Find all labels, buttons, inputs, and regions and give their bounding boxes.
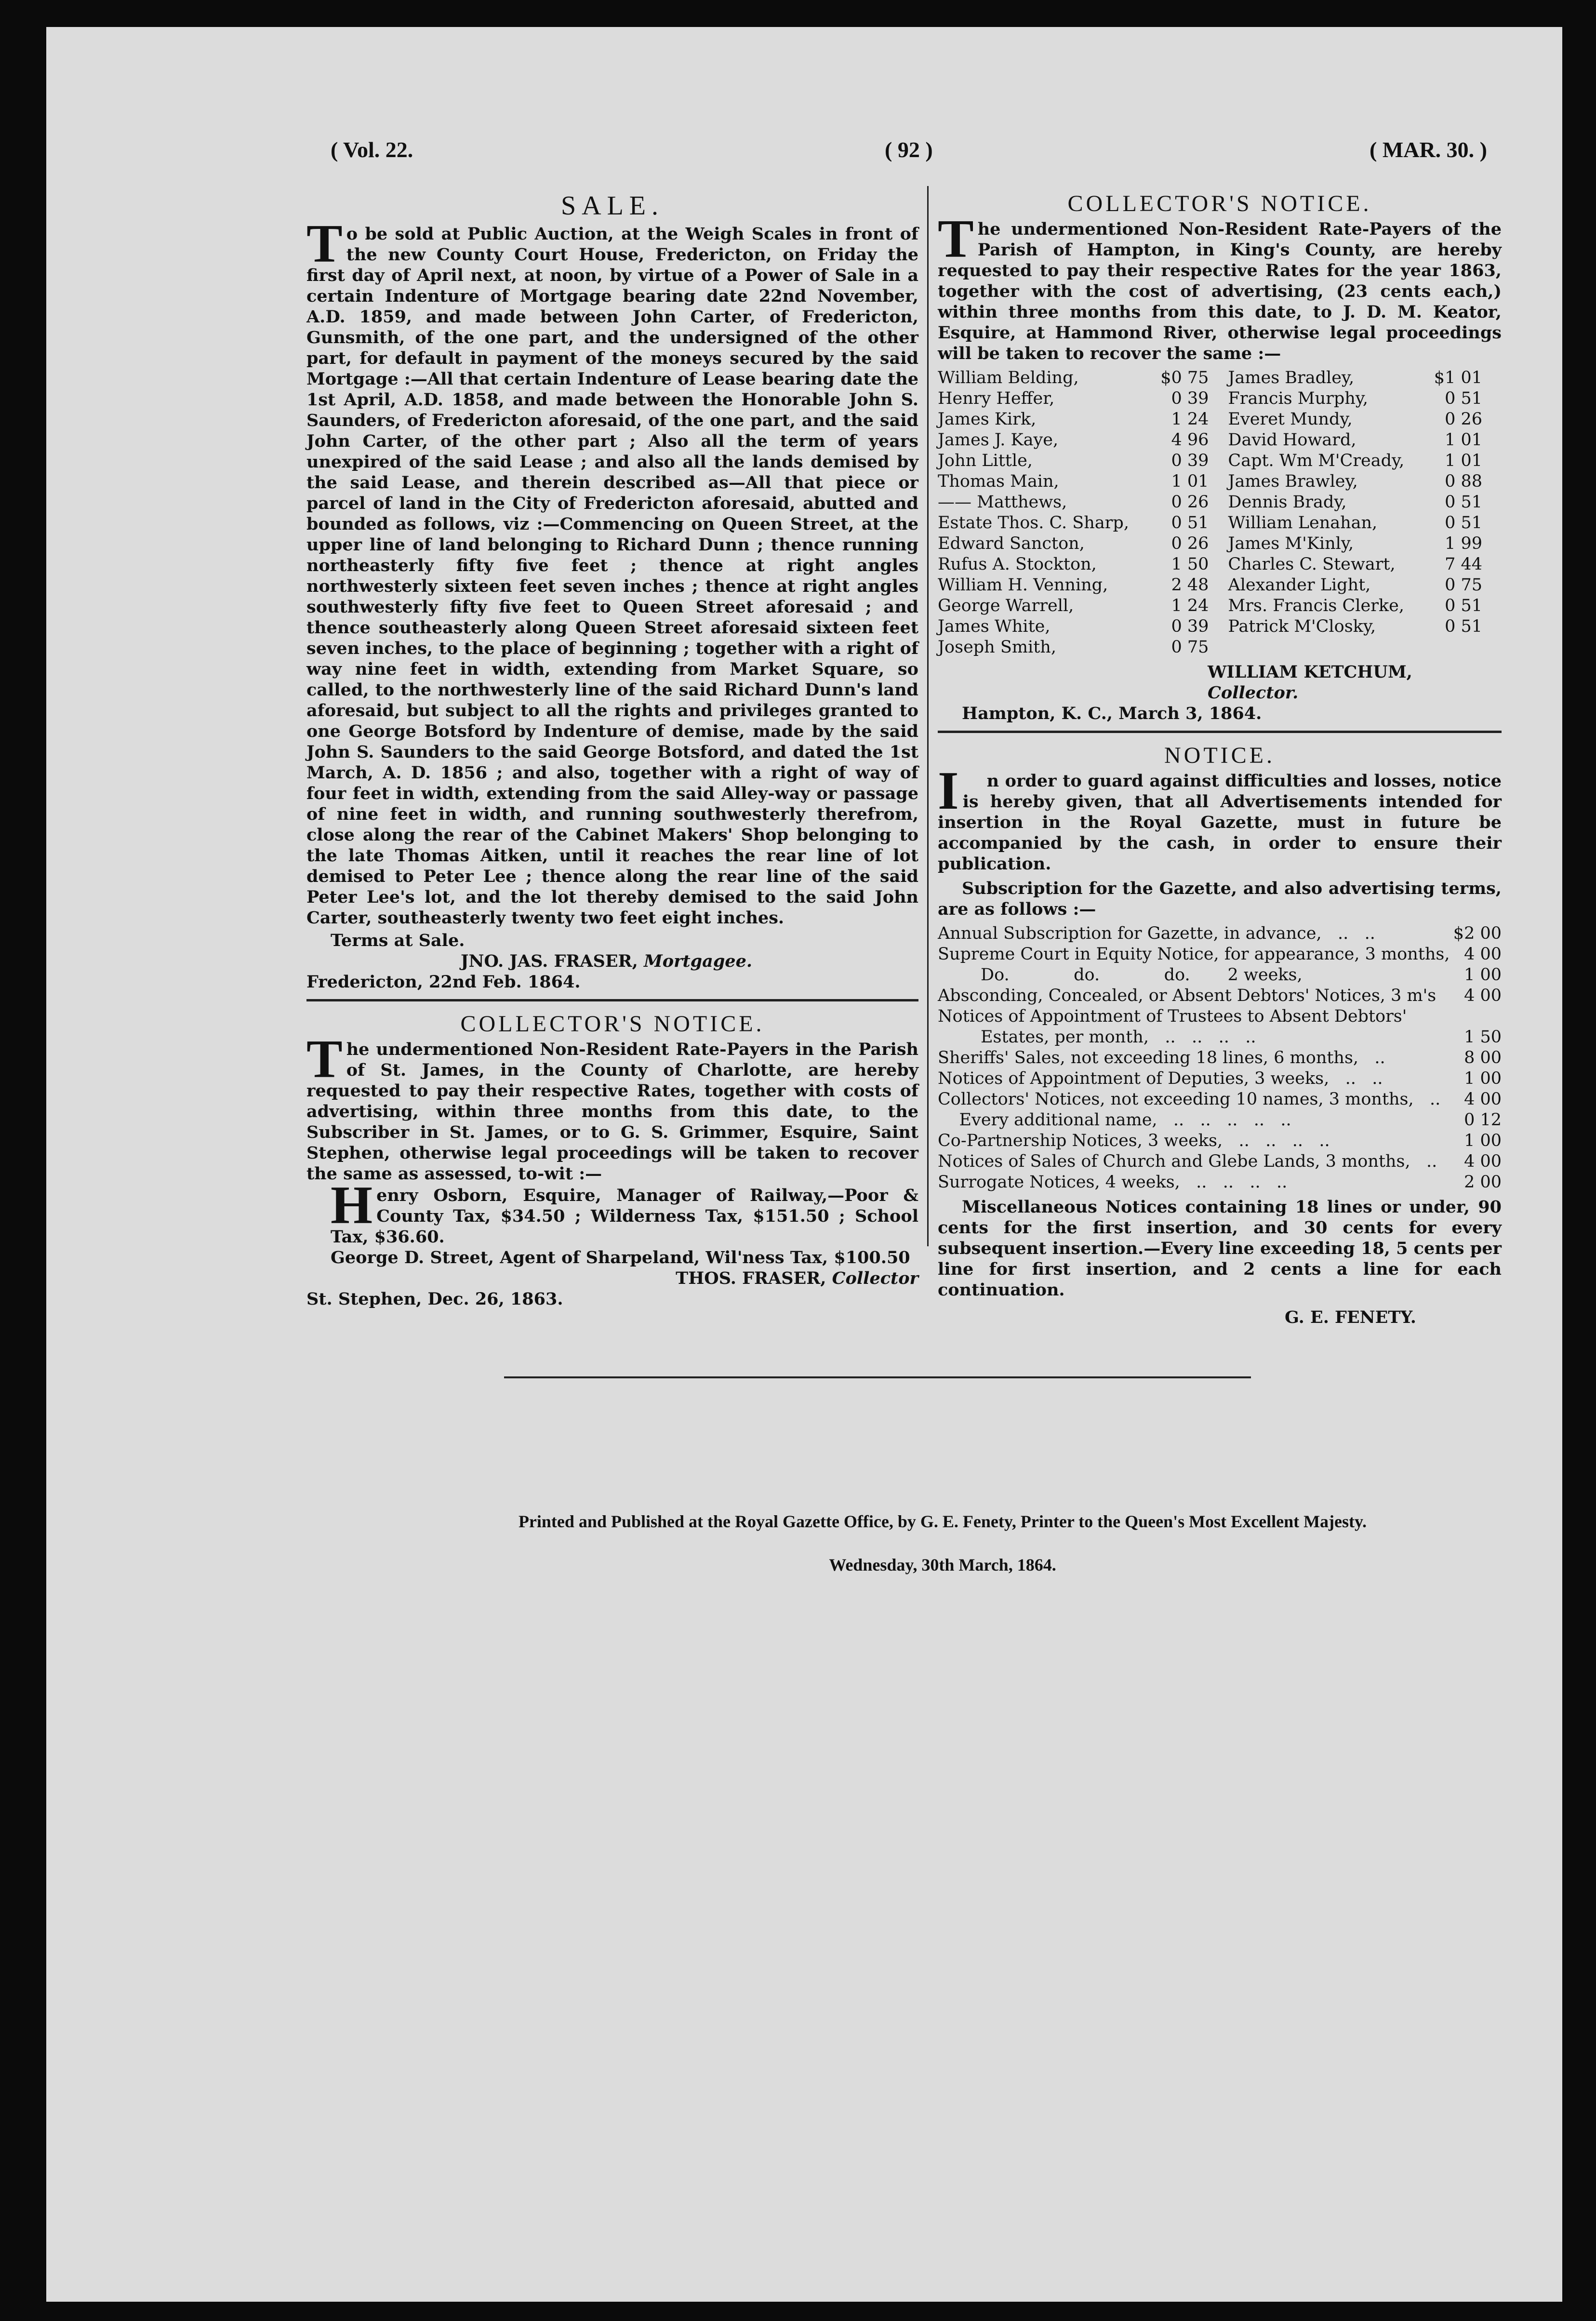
rate-price: 4 00	[1464, 1090, 1502, 1109]
notice-para-3-text: Miscellaneous Notices containing 18 lines or under, 90 cents for the first insertion, and 30 cents for every subsequent insertion.—Every line exceeding 18, 5 cents per line for first insertion, and 2 cents a line for each continuation.	[938, 1197, 1502, 1300]
collector-notice-st-james	[306, 1011, 918, 1309]
sale-notice	[306, 191, 918, 992]
table-row	[938, 1048, 1502, 1068]
rate-payer-name: Dennis Brady,	[1228, 493, 1347, 512]
issue-date: ( MAR. 30. )	[1370, 137, 1487, 162]
rate-amount: 0 88	[1445, 472, 1482, 491]
section-rule	[306, 999, 918, 1001]
rate-payer-name: Henry Heffer,	[938, 389, 1055, 408]
column-divider	[927, 186, 929, 1246]
rate-price: 2 00	[1464, 1173, 1502, 1192]
volume-label: ( Vol. 22.	[331, 137, 413, 162]
rate-price: 4 00	[1464, 1152, 1502, 1171]
rate-amount: 0 26	[1171, 493, 1209, 512]
rate-label: Absconding, Concealed, or Absent Debtors' Notices, 3 m's	[938, 986, 1436, 1005]
rate-payer-name: William H. Venning,	[938, 575, 1108, 595]
rate-payer-name: Thomas Main,	[938, 472, 1059, 491]
rate-price: 1 00	[1464, 965, 1502, 985]
rate-amount: 2 48	[1171, 575, 1209, 595]
rate-payer-name: Estate Thos. C. Sharp,	[938, 513, 1129, 533]
rate-amount: 1 24	[1171, 410, 1209, 429]
rate-payer-name: George Warrell,	[938, 596, 1074, 615]
table-row	[938, 1151, 1502, 1172]
table-row	[938, 1172, 1502, 1193]
left-column	[306, 191, 918, 1309]
rate-amount: 0 75	[1171, 638, 1209, 657]
sale-signature	[306, 951, 918, 972]
notice-para-3	[938, 1197, 1502, 1300]
table-row	[938, 637, 1502, 658]
rate-amount: $1 01	[1434, 368, 1482, 387]
st-james-signer-role: Collector	[832, 1268, 918, 1288]
rate-amount: 0 51	[1445, 513, 1482, 533]
hampton-place-date: Hampton, K. C., March 3, 1864.	[962, 704, 1262, 723]
hampton-title: COLLECTOR'S NOTICE.	[1067, 191, 1372, 216]
hampton-signer: WILLIAM KETCHUM,	[1208, 662, 1412, 682]
table-row	[938, 1027, 1502, 1048]
footer-imprint: Printed and Published at the Royal Gazette Office, by G. E. Fenety, Printer to the Queen's Most Excellent Majesty.	[518, 1512, 1367, 1531]
rate-amount: 0 75	[1445, 575, 1482, 595]
rate-payer-name: Edward Sancton,	[938, 534, 1085, 553]
rate-payer-name: Joseph Smith,	[938, 638, 1056, 657]
table-row	[938, 923, 1502, 944]
rate-amount: 0 51	[1445, 617, 1482, 636]
footer-date: Wednesday, 30th March, 1864.	[829, 1555, 1056, 1574]
section-rule	[938, 731, 1502, 733]
rate-payer-name: James J. Kaye,	[938, 430, 1059, 450]
rate-payer-name: Capt. Wm M'Cready,	[1228, 451, 1405, 470]
rate-amount: 1 99	[1445, 534, 1482, 553]
table-row	[938, 471, 1502, 492]
rate-payer-name: Rufus A. Stockton,	[938, 555, 1097, 574]
rate-amount: 0 26	[1171, 534, 1209, 553]
rate-label: Notices of Appointment of Deputies, 3 weeks, .. ..	[938, 1069, 1383, 1088]
rate-payer-name: Charles C. Stewart,	[1228, 555, 1396, 574]
rate-price: 0 12	[1464, 1110, 1502, 1130]
footer-rule	[504, 1376, 1251, 1378]
rate-label: Notices of Appointment of Trustees to Absent Debtors'	[938, 1007, 1407, 1026]
rate-amount: 4 96	[1171, 430, 1209, 450]
rate-price: 4 00	[1464, 986, 1502, 1005]
rate-price: 8 00	[1464, 1048, 1502, 1067]
table-row	[938, 616, 1502, 637]
rate-payer-name: William Belding,	[938, 368, 1079, 387]
collector-notice-hampton	[938, 191, 1502, 724]
rate-label: Surrogate Notices, 4 weeks, .. .. .. ..	[938, 1173, 1288, 1192]
notice-para-1-text: In order to guard against difficulties and losses, notice is hereby given, that all Advertisements intended for insertion in the Royal Gazette, must in future be accompanied by the cash, in order to ensure their publication.	[938, 761, 1502, 874]
rate-price: 1 50	[1464, 1027, 1502, 1047]
rate-amount: 0 51	[1445, 389, 1482, 408]
rate-payer-name: Francis Murphy,	[1228, 389, 1369, 408]
rate-amount: $0 75	[1160, 368, 1209, 387]
table-row	[938, 534, 1502, 554]
rate-price: 1 00	[1464, 1131, 1502, 1150]
rate-amount: 0 39	[1171, 617, 1209, 636]
rate-amount: 1 01	[1445, 451, 1482, 470]
table-row	[938, 492, 1502, 513]
sale-terms: Terms at Sale.	[331, 931, 465, 950]
rate-label: Notices of Sales of Church and Glebe Lands, 3 months, ..	[938, 1152, 1437, 1171]
table-row	[938, 1110, 1502, 1131]
table-row	[938, 1131, 1502, 1151]
rate-payer-name: John Little,	[938, 451, 1033, 470]
table-row	[938, 965, 1502, 986]
rate-label: Supreme Court in Equity Notice, for appearance, 3 months,	[938, 945, 1450, 964]
rate-payer-name: James White,	[938, 617, 1051, 636]
rate-amount: 0 51	[1171, 513, 1209, 533]
rate-amount	[1426, 637, 1502, 658]
table-row	[938, 513, 1502, 534]
rate-price: $2 00	[1453, 924, 1502, 943]
rate-label: Sheriffs' Sales, not exceeding 18 lines, 6 months, ..	[938, 1048, 1385, 1067]
table-row	[938, 388, 1502, 409]
sale-place-date: Fredericton, 22nd Feb. 1864.	[306, 972, 581, 992]
rate-amount: 1 01	[1171, 472, 1209, 491]
rate-label: Collectors' Notices, not exceeding 10 names, 3 months, ..	[938, 1090, 1441, 1109]
sale-body: To be sold at Public Auction, at the Weigh Scales in front of the new County Court House, Fredericton, on Friday the first day of April next, at noon, by virtue of a Power of Sale in a certain Indenture of Mortgage bearing date 22nd November, A.D. 1859, and made between John Carter, of Fredericton, Gunsmith, of the one part, and the undersigned of the other part, for default in payment of the moneys secured by the said Mortgage :—All that certain Indenture of Lease bearing date the 1st April, A.D. 1858, and made between the Honorable John S. Saunders, of Fredericton aforesaid, of the one part, and the said John Carter, of the other part ; Also all the term of years unexpired of the said Lease ; and also all the lands demised by the said Lease, and therein described as—All that piece or parcel of land in the City of Fredericton aforesaid, abutted and bounded as follows, viz :—Commencing on Queen Street, at the upper line of land belonging to Richard Dunn ; thence running northeasterly fifty five feet ; thence at right angles northwesterly sixteen feet seven inches ; thence at right angles southwesterly fifty five feet to Queen Street aforesaid ; and thence southeasterly along Queen Street aforesaid sixteen feet seven inches, to the place of beginning ; together with a right of way nine feet in width, extending from Market Square, so called, to the northwesterly line of the said Richard Dunn's land aforesaid, but subject to all the rights and privileges granted to one George Botsford by Indenture of demise, made by the said John S. Saunders to the said George Botsford, and dated the 1st March, A. D. 1856 ; and also, together with a right of way of four feet in width, extending from the said Alley-way or passage of nine feet in width, and running southwesterly therefrom, close along the rear of the Cabinet Makers' Shop belonging to the late Thomas Aitken, until it reaches the rear line of lot demised to Peter Lee ; thence along the rear line of the said Peter Lee's lot, and the lot thereby demised to the said John Carter, southeasterly twenty two feet eight inches.	[306, 214, 918, 928]
hampton-signer-role: Collector.	[1208, 683, 1299, 703]
table-row	[938, 554, 1502, 575]
rate-payer-name: David Howard,	[1228, 430, 1357, 450]
rate-amount: 7 44	[1445, 555, 1482, 574]
sale-signer-role: Mortgagee.	[643, 951, 753, 971]
st-james-body: The undermentioned Non-Resident Rate-Payers in the Parish of St. James, in the County of Charlotte, are hereby requested to pay their respective Rates, together with costs of advertising, within three months from this date, to the Subscriber in St. James, or to G. S. Grimmer, Esquire, Saint Stephen, otherwise legal proceedings will be taken to recover the same as assessed, to-wit :—	[306, 1029, 918, 1184]
rate-payer-name	[1228, 637, 1425, 658]
rate-amount: 0 51	[1445, 493, 1482, 512]
rate-payer-name: James Brawley,	[1228, 472, 1358, 491]
st-james-signer: THOS. FRASER,	[676, 1268, 826, 1288]
rate-amount: 1 01	[1445, 430, 1482, 450]
table-row	[938, 596, 1502, 616]
notice-title: NOTICE.	[1164, 743, 1275, 768]
st-james-signature	[306, 1268, 918, 1289]
rate-price	[1450, 1006, 1502, 1027]
st-james-entry-osborn: Henry Osborn, Esquire, Manager of Railway,—Poor & County Tax, $34.50 ; Wilderness Tax, $151.50 ; School Tax, $36.60.	[331, 1175, 918, 1247]
rate-price: 4 00	[1464, 945, 1502, 964]
st-james-entry-street: George D. Street, Agent of Sharpeland, Wil'ness Tax, $100.50	[331, 1248, 910, 1267]
table-row	[938, 368, 1502, 388]
sale-title: SALE.	[561, 191, 664, 221]
rate-payer-name: Alexander Light,	[1228, 575, 1371, 595]
rate-payer-name: James M'Kinly,	[1228, 534, 1354, 553]
table-row	[938, 986, 1502, 1006]
gazette-page	[46, 27, 1562, 2302]
notice-para-2-text: Subscription for the Gazette, and also advertising terms, are as follows :—	[938, 879, 1502, 919]
page-number: ( 92 )	[885, 137, 933, 162]
rate-label: Every additional name, .. .. .. .. ..	[938, 1110, 1291, 1130]
table-row	[938, 430, 1502, 451]
rate-amount: 0 39	[1171, 389, 1209, 408]
rate-amount: 0 39	[1171, 451, 1209, 470]
rate-payer-name: William Lenahan,	[1228, 513, 1378, 533]
notice-para-2	[938, 878, 1502, 920]
table-row	[938, 1068, 1502, 1089]
hampton-signature	[938, 662, 1502, 703]
notice-para-1	[938, 761, 1502, 874]
table-row	[938, 409, 1502, 430]
hampton-rates-table	[938, 368, 1502, 658]
rate-price: 1 00	[1464, 1069, 1502, 1088]
table-row	[938, 1089, 1502, 1110]
st-james-place-date: St. Stephen, Dec. 26, 1863.	[306, 1289, 563, 1309]
hampton-body: The undermentioned Non-Resident Rate-Payers of the Parish of Hampton, in King's County, are hereby requested to pay their respective Rates for the year 1863, together with the cost of advertising, (23 cents each,) within three months from this date, to J. D. M. Keator, Esquire, at Hammond River, otherwise legal proceedings will be taken to recover the same :—	[938, 209, 1502, 363]
advertising-rates-table	[938, 923, 1502, 1193]
rate-payer-name: Patrick M'Closky,	[1228, 617, 1376, 636]
page-header	[331, 137, 1487, 166]
rate-amount: 1 50	[1171, 555, 1209, 574]
sale-signer: JNO. JAS. FRASER,	[461, 951, 638, 971]
table-row	[938, 575, 1502, 596]
rate-payer-name: James Bradley,	[1228, 368, 1355, 387]
rate-payer-name: James Kirk,	[938, 410, 1037, 429]
table-row	[938, 944, 1502, 965]
rate-payer-name: Mrs. Francis Clerke,	[1228, 596, 1404, 615]
rate-label: Do. do. do. 2 weeks,	[938, 965, 1303, 985]
table-row	[938, 451, 1502, 471]
rate-amount: 0 51	[1445, 596, 1482, 615]
table-row	[938, 1006, 1502, 1027]
rate-label: Annual Subscription for Gazette, in advance, .. ..	[938, 924, 1375, 943]
right-column	[938, 191, 1502, 1328]
subscription-notice	[938, 743, 1502, 1328]
rate-amount: 1 24	[1171, 596, 1209, 615]
rate-payer-name: Everet Mundy,	[1228, 410, 1353, 429]
st-james-title: COLLECTOR'S NOTICE.	[460, 1011, 765, 1037]
rate-label: Co-Partnership Notices, 3 weeks, .. .. .. ..	[938, 1131, 1330, 1150]
notice-signer: G. E. FENETY.	[1285, 1307, 1416, 1327]
rate-label: Estates, per month, .. .. .. ..	[938, 1027, 1256, 1047]
rate-amount: 0 26	[1445, 410, 1482, 429]
rate-payer-name: —— Matthews,	[938, 493, 1067, 512]
